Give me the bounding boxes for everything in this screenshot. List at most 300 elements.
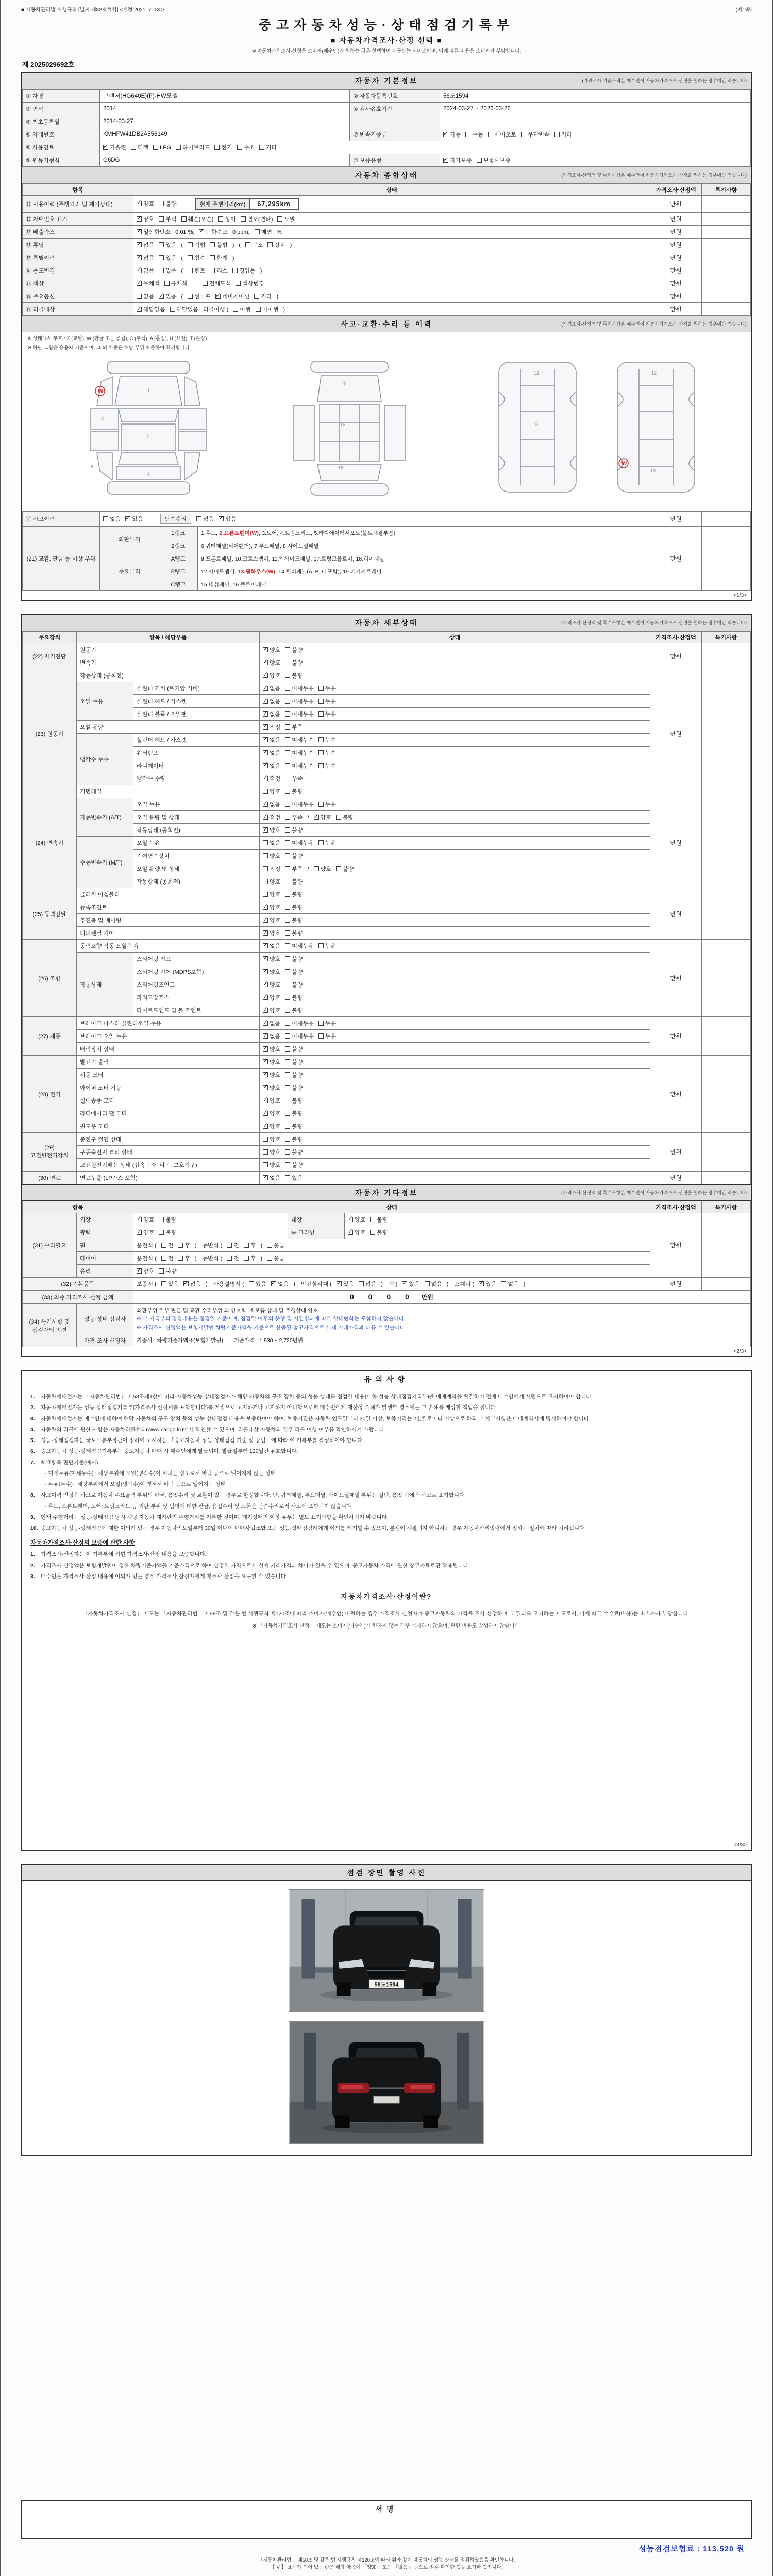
panel-item: 7.루프패널	[254, 543, 280, 549]
checkbox-unchecked-icon	[370, 1230, 375, 1235]
checkbox-unchecked-icon	[285, 1175, 290, 1180]
state-cell	[133, 1239, 650, 1252]
checkbox-option: ✓ 네비게이션	[215, 292, 249, 300]
state-text: ) 안전삼각대 (	[293, 1281, 332, 1287]
notices-title: 유의사항	[364, 1375, 409, 1384]
table-row	[23, 552, 751, 565]
checkbox-unchecked-icon	[336, 815, 341, 820]
checkbox-option: ✓ 있음	[402, 1280, 419, 1288]
checkbox-option: ✓ 양호	[263, 646, 280, 654]
checkbox-unchecked-icon	[181, 216, 187, 222]
checkbox-option: 불량	[285, 1006, 303, 1014]
checkbox-unchecked-icon	[521, 132, 526, 137]
checkbox-unchecked-icon	[159, 201, 164, 206]
checkbox-option: 불량	[285, 1161, 303, 1169]
state-cell	[260, 850, 650, 862]
checkbox-option: 전	[227, 1254, 239, 1262]
item-label: 오일 유량 및 상태	[133, 862, 260, 875]
checkbox-checked-icon	[263, 647, 268, 652]
checkbox-option: 누유	[318, 1019, 336, 1027]
checkbox-option: 누유	[318, 697, 336, 705]
item-label: 기어변속장치	[133, 850, 260, 862]
checkbox-option: 응급	[267, 1241, 284, 1249]
checkbox-unchecked-icon	[267, 1243, 272, 1248]
checkbox-unchecked-icon	[285, 930, 290, 936]
accident-history-table	[22, 511, 751, 591]
checkbox-checked-icon	[263, 1111, 268, 1116]
checkbox-unchecked-icon	[285, 1162, 290, 1167]
state-text: (	[181, 242, 183, 248]
checkbox-unchecked-icon	[285, 1149, 290, 1155]
checkbox-unchecked-icon	[210, 268, 215, 273]
basic-info-note: (가격조사 기준가격은 매수인이 자동차가격조사·산정을 원하는 경우에만 적습니다)	[582, 78, 747, 83]
checkbox-unchecked-icon	[170, 307, 175, 312]
note-cell	[702, 239, 751, 251]
checkbox-checked-icon	[263, 1098, 268, 1103]
checkbox-option: 디젤	[131, 143, 148, 151]
final-price-label: (33) 최종 가격조사·산정 금액	[23, 1291, 133, 1304]
state-cell	[133, 213, 650, 226]
note-cell	[702, 1278, 751, 1291]
subgroup-label: 자동변속기 (A/T)	[77, 798, 133, 837]
note-cell	[702, 669, 751, 798]
odometer-value: 67,295km	[257, 200, 291, 208]
checkbox-option: 미세누유	[285, 697, 314, 705]
subgroup-label: 수동변속기 (M/T)	[77, 837, 133, 888]
panel-item: 14.필러패널(A, B, C 포함)	[278, 568, 340, 575]
note-cell	[702, 264, 751, 277]
rank-group-label: (21) 교환, 판금 등 이상 부위	[23, 527, 100, 591]
checkbox-unchecked-icon	[263, 789, 268, 794]
inspection-photo-front	[289, 1889, 484, 2012]
checkbox-option: 유채색	[164, 279, 188, 287]
notices-body	[22, 1387, 751, 1841]
panel-item: 1.후드	[201, 530, 216, 536]
checkbox-unchecked-icon	[285, 1111, 290, 1116]
checkbox-unchecked-icon	[263, 853, 268, 858]
state-text	[192, 281, 198, 287]
checkbox-option: 누유	[318, 839, 336, 847]
checkbox-option: 부족	[285, 813, 303, 821]
state-cell	[260, 1043, 650, 1056]
group-label: (31) 수리필요	[23, 1213, 77, 1278]
notice-number: 4.	[30, 1426, 35, 1433]
state-cell	[260, 759, 650, 772]
state-text: ) 동반석 (	[194, 1243, 223, 1249]
item-label: 타이로드엔드 및 볼 조인트	[133, 1004, 260, 1017]
checkbox-checked-icon	[348, 1230, 353, 1235]
checkbox-checked-icon	[263, 930, 268, 936]
checkbox-unchecked-icon	[244, 1243, 249, 1248]
notice-text: 자동차매매업자는 「자동차관리법」 제58조제1항에 따라 자동차성능·상태점검자가 해당 자동차의 구조·장치 등의 성능·상태를 점검한 내용(이하 성능·상태점검기록부)을 매매계약을 체결하기 전에 매수인에게 서면으로 고지하여야 합니다.	[41, 1394, 593, 1400]
item-label: 구동축전지 격리 상태	[77, 1146, 260, 1159]
state-text: )	[290, 242, 292, 248]
checkbox-option: 불량	[285, 1071, 303, 1079]
checkbox-checked-icon	[263, 660, 268, 665]
notice-number: 1.	[30, 1551, 35, 1558]
section-box-basic	[21, 72, 752, 601]
column-header: 특기사항	[702, 1201, 751, 1213]
checkbox-checked-icon	[263, 1008, 268, 1013]
notice-number: 1.	[30, 1394, 35, 1400]
item-label: 동력조향 작동 오일 누유	[77, 940, 260, 953]
table-row	[23, 953, 751, 965]
checkbox-checked-icon	[263, 1085, 268, 1090]
item-label: 추진축 및 베어링	[77, 914, 260, 927]
row-label: ⑫ 차대번호 표기	[23, 213, 133, 226]
svg-text:18: 18	[338, 465, 344, 470]
odometer-label: 현재 주행거리(km)	[196, 199, 250, 209]
checkbox-option: 상이	[218, 215, 236, 223]
checkbox-unchecked-icon	[137, 294, 142, 299]
item-label: 스티어링조인트	[133, 978, 260, 991]
checkbox-option: 매연	[255, 228, 272, 236]
notice-text: 가격조사·산정자는 이 기록부에 적힌 가격조사·산정 내용을 보증합니다.	[41, 1551, 207, 1558]
checkbox-checked-icon	[263, 724, 268, 730]
table-row	[23, 1278, 751, 1291]
inspector-role-label: 가격·조사 산정자	[77, 1334, 133, 1347]
checkbox-unchecked-icon	[285, 1008, 290, 1013]
row-label: ⑯ 용도변경	[23, 264, 133, 277]
checkbox-unchecked-icon	[188, 255, 193, 260]
checkbox-option: 불법	[210, 241, 227, 249]
column-header: 가격조사·산정액	[650, 184, 702, 196]
checkbox-checked-icon	[159, 294, 164, 299]
notice-text: 사고이력 인정은 사고로 자동차 주요골격 부위의 판금, 용접수리 및 교환이 있는 경우로 한정합니다. 단, 쿼터패널, 루프패널, 사이드실패널 부위는 절단, 용접 시에만 사고로 표기합니다.	[41, 1492, 466, 1499]
row-label: ⑭ 튜닝	[23, 239, 133, 251]
table-row	[23, 632, 751, 643]
table-row	[23, 1239, 751, 1252]
checkbox-unchecked-icon	[159, 1230, 164, 1235]
state-cell	[133, 1213, 288, 1226]
checkbox-option: ✓ 탄화수소	[199, 228, 228, 236]
notice-text: 가격조사·산정액은 보험개발원이 정한 차량기준가액을 기준가격으로 하여 산정한 가격으로서 실제 거래가격과 차이가 있을 수 있으며, 중고자동차 가격에 관한 참고자료로만 활용됩니다.	[41, 1562, 470, 1569]
state-cell	[260, 1069, 650, 1081]
checkbox-option: ✓ 없음	[263, 1032, 280, 1040]
table-row	[23, 90, 751, 103]
item-label: 라디에이터	[133, 759, 260, 772]
outer-panel-label: 외판부위	[100, 527, 159, 552]
checkbox-checked-icon	[137, 268, 142, 273]
odometer-box	[195, 198, 299, 210]
checkbox-option: 있음	[159, 253, 176, 262]
checkbox-option: 훼손(오손)	[181, 215, 214, 223]
state-cell	[260, 1081, 650, 1094]
checkbox-option: ✓ 없음	[271, 1280, 289, 1288]
panel-item: 3.도어	[262, 530, 277, 536]
checkbox-checked-icon	[263, 943, 268, 948]
checkbox-option: ✓ 가솔린	[103, 143, 126, 151]
table-row	[23, 734, 751, 747]
checkbox-unchecked-icon	[188, 294, 193, 299]
checkbox-unchecked-icon	[285, 969, 290, 974]
state-cell	[260, 940, 650, 953]
vehicle-diagram-area	[22, 351, 751, 511]
checkbox-option: 양호	[263, 787, 280, 795]
state-text: 운전석 (	[137, 1243, 157, 1249]
checkbox-option: 불량	[285, 1109, 303, 1117]
checkbox-option: ✓ 무채색	[137, 279, 160, 287]
state-cell	[260, 1159, 650, 1172]
checkbox-unchecked-icon	[236, 281, 241, 286]
notice-text: 중고자동차 성능·상태점검기록부는 중고자동차 매매 시 매수인에게 발급되며, 발급일부터 120일간 유효합니다.	[41, 1448, 298, 1455]
checkbox-unchecked-icon	[359, 1281, 364, 1286]
checkbox-option: ✓ 없음	[137, 266, 154, 275]
note-cell	[702, 303, 751, 316]
checkbox-checked-icon	[137, 201, 142, 206]
state-cell	[133, 251, 650, 264]
checkbox-unchecked-icon	[285, 1098, 290, 1103]
checkbox-unchecked-icon	[196, 516, 201, 521]
checkbox-checked-icon	[137, 255, 142, 260]
field-label: ⑧ 사용연료	[23, 141, 100, 154]
state-cell	[260, 1017, 650, 1030]
svg-text:15: 15	[533, 422, 539, 427]
field-label: ① 차명	[23, 90, 100, 103]
table-row	[23, 1159, 751, 1172]
item-label: 실린더 헤드 / 가스켓	[133, 695, 260, 708]
checkbox-unchecked-icon	[285, 1021, 290, 1026]
item-label: 발전기 출력	[77, 1056, 260, 1069]
checkbox-unchecked-icon	[285, 686, 290, 691]
checkbox-option: 리스	[210, 266, 227, 275]
state-cell	[260, 682, 650, 695]
notice-text: 체크항목 판단기준(예시)	[41, 1459, 98, 1466]
state-text: (	[181, 268, 183, 274]
table-row	[23, 277, 751, 290]
checkbox-unchecked-icon	[277, 216, 282, 222]
price-cell: 만원	[650, 277, 702, 290]
misc-header	[22, 1184, 751, 1201]
table-row	[23, 1146, 751, 1159]
price-cell: 만원	[650, 251, 702, 264]
notice-number: 3.	[30, 1415, 35, 1422]
state-text: )	[260, 1256, 263, 1262]
checkbox-option: 불량	[159, 1267, 176, 1275]
checkbox-option: 미세누수	[285, 761, 314, 770]
page-top-line	[21, 5, 752, 13]
table-row	[23, 1120, 751, 1133]
checkbox-option: ✓ 양호	[263, 658, 280, 667]
checkbox-option: ✓ 양호	[137, 1267, 154, 1275]
checkbox-option: ✓ 자동	[443, 130, 461, 139]
checkbox-unchecked-icon	[285, 1033, 290, 1039]
checkbox-unchecked-icon	[103, 516, 108, 521]
notice-item	[30, 1447, 743, 1455]
checkbox-option: 수소	[237, 143, 255, 151]
state-text: ) 잭 (	[381, 1281, 398, 1287]
checkbox-checked-icon	[199, 229, 204, 234]
checkbox-option: ✓ 양호	[263, 1058, 280, 1066]
table-row	[23, 1081, 751, 1094]
panel-item: 10.크로스멤버	[234, 555, 269, 562]
table-row	[23, 1252, 751, 1265]
checkbox-option: 있음	[249, 1280, 266, 1288]
state-cell	[260, 991, 650, 1004]
column-header: 항목	[23, 184, 133, 196]
notice-text: 자동차매매업자는 매수인에 대하여 해당 자동차의 구조·장치 등의 성능·상태점검 내용을 보증하여야 하며, 보증기간은 자동차 인도일부터 30일 이상, 보증거리는 2천킬로미터 이상으로 하되 그 세부사항은 매매계약서에 명시하여야 합니다.	[41, 1415, 591, 1422]
misc-note: (가격조사·산정액 및 특기사항은 매수인이 자동차가격조사·산정을 원하는 경우에만 적습니다)	[561, 1190, 747, 1195]
frame-label: 주요골격	[100, 552, 159, 591]
notice-item	[30, 1524, 743, 1532]
inspector-role-label: 성능·상태 점검자	[77, 1304, 133, 1334]
state-cell	[260, 695, 650, 708]
basic-info-header	[22, 73, 751, 89]
checkbox-checked-icon	[263, 995, 268, 1000]
checkbox-unchecked-icon	[318, 699, 324, 704]
page-marker-1: <1/3>	[733, 592, 747, 598]
group-label: (32) 기본품목	[23, 1278, 133, 1291]
checkbox-option: 기타	[259, 143, 277, 151]
checkbox-option: 불량	[285, 916, 303, 924]
table-row	[23, 1030, 751, 1043]
checkbox-unchecked-icon	[285, 892, 290, 897]
checkbox-checked-icon	[183, 1281, 189, 1286]
panel-item: 9.프론트패널	[201, 555, 232, 562]
state-cell	[133, 1252, 650, 1265]
checkbox-unchecked-icon	[318, 1033, 324, 1039]
warranty-item	[30, 1550, 743, 1558]
note-cell	[702, 196, 751, 213]
table-row	[23, 1213, 751, 1226]
checkbox-option: ✓ 없음	[137, 241, 154, 249]
checkbox-option: 누유	[318, 1032, 336, 1040]
table-row	[23, 103, 751, 115]
checkbox-option: 미세누유	[285, 1032, 314, 1040]
price-cell: 만원	[650, 196, 702, 213]
notice-item	[30, 1403, 743, 1412]
price-cell: 만원	[650, 798, 702, 888]
notice-text: 중고자동차 성능·상태점검에 대한 이의가 있는 경우 자동차인도일부터 30일 이내에 매매사업조합 또는 성능·상태점검자에게 이의를 제기할 수 있으며, 분쟁이 해결되지 아니하는 경우 자동차관리법령에서 정하는 절차에 따라 처리됩니다.	[41, 1525, 586, 1532]
field-value: 2024-03-27 ~ 2026-03-26	[440, 103, 751, 115]
detail-state-table	[22, 631, 751, 1184]
checkbox-option: 불량	[285, 993, 303, 1002]
field-value	[100, 141, 751, 154]
checkbox-unchecked-icon	[259, 145, 264, 150]
item-label: 고전원전기배선 상태 (접속단자, 피복, 보호기구)	[77, 1159, 260, 1172]
checkbox-unchecked-icon	[214, 145, 220, 150]
note-cell	[702, 643, 751, 669]
table-row	[23, 251, 751, 264]
item-label: 타이어	[77, 1252, 133, 1265]
checkbox-option: 적정	[263, 865, 280, 873]
checkbox-option: 영업용	[232, 266, 256, 275]
table-row	[23, 226, 751, 239]
svg-text:9: 9	[343, 381, 346, 386]
checkbox-option: 렌트	[188, 266, 205, 275]
state-cell	[260, 1004, 650, 1017]
checkbox-option: 없음	[501, 1280, 518, 1288]
checkbox-unchecked-icon	[159, 268, 164, 273]
state-text: ) 동반석 (	[194, 1256, 223, 1262]
row-label: ⑲ 리콜대상	[23, 303, 133, 316]
item-label: 충전구 절연 상태	[77, 1133, 260, 1146]
state-cell	[260, 798, 650, 811]
state-text: 운전석 (	[137, 1256, 157, 1262]
checkbox-unchecked-icon	[477, 158, 482, 163]
checkbox-unchecked-icon	[318, 840, 324, 845]
note-cell	[702, 277, 751, 290]
checkbox-unchecked-icon	[488, 132, 493, 137]
checkbox-unchecked-icon	[159, 216, 164, 222]
table-row	[23, 264, 751, 277]
checkbox-option: ✓ 없음	[263, 684, 280, 692]
checkbox-unchecked-icon	[285, 879, 290, 884]
state-text: ) 스패너 (	[446, 1281, 475, 1287]
panel-item: 16.플로어패널	[232, 581, 266, 588]
checkbox-unchecked-icon	[285, 660, 290, 665]
checkbox-option: ✓ 없음	[263, 710, 280, 718]
state-cell	[260, 875, 650, 888]
table-row	[23, 798, 751, 811]
checkbox-option: 누유	[318, 942, 336, 950]
item-label: 실린더 블록 / 오일팬	[133, 708, 260, 721]
checkbox-option: ✓ 없음	[183, 1280, 201, 1288]
checkbox-option: 미세누수	[285, 736, 314, 744]
signature-space	[22, 2517, 751, 2538]
state-text: 리콜이행 (	[203, 307, 229, 313]
column-header: 특기사항	[702, 632, 751, 643]
rank-label: 1랭크	[159, 527, 198, 539]
checkbox-option: ✓ 양호	[263, 916, 280, 924]
checkbox-option: 전	[161, 1254, 174, 1262]
checkbox-option: ✓ 일산화탄소	[137, 228, 171, 236]
checkbox-option: 양호	[263, 877, 280, 886]
checkbox-checked-icon	[337, 1281, 342, 1286]
checkbox-unchecked-icon	[263, 840, 268, 845]
checkbox-option: 없음	[359, 1280, 376, 1288]
notice-text: 현재 주행거리는 성능·상태점검 당시 해당 자동차 계기판의 주행거리를 기록한 것이며, 계기상태의 이상 유무는 별도 표기사항을 확인하시기 바랍니다.	[41, 1514, 389, 1520]
field-label: ③ 연식	[23, 103, 100, 115]
group-label: (26) 조향	[23, 940, 77, 1017]
license-plate-text: 56도1594	[374, 1981, 399, 1988]
checkbox-option: 수동	[465, 130, 483, 139]
state-text: %	[276, 229, 282, 235]
checkbox-unchecked-icon	[249, 1281, 254, 1286]
checkbox-option: 미세누유	[285, 839, 314, 847]
checkbox-option: ✓ 양호	[263, 1109, 280, 1117]
checkbox-checked-icon	[215, 294, 221, 299]
notice-number: 3.	[30, 1573, 35, 1580]
checkbox-option: 있음	[159, 266, 176, 275]
rank-label: C랭크	[159, 578, 198, 591]
notice-item	[30, 1415, 743, 1423]
checkbox-option: 불량	[159, 1215, 176, 1224]
footer-line-2: 【 V 】 표시가 되어 있는 란은 해당 항목에 「양호」 또는 「없음」 등으로 점검·확인한 것을 표기한 것입니다.	[270, 2565, 503, 2571]
checkbox-unchecked-icon	[227, 1243, 232, 1248]
accident-note: (가격조사·산정액 및 특기사항은 매수인이 자동차가격조사·산정을 원하는 경우에만 적습니다)	[561, 321, 747, 327]
column-header: 상태	[133, 1201, 650, 1213]
rank-items: 12.사이드멤버, 13.휠하우스(W), 14.필러패널(A, B, C 포함), 19.패키지트레이	[198, 565, 650, 578]
checkbox-unchecked-icon	[210, 242, 215, 247]
checkbox-unchecked-icon	[285, 711, 290, 717]
checkbox-option: 있음	[285, 1174, 303, 1182]
checkbox-unchecked-icon	[318, 686, 324, 691]
checkbox-option: 이행	[233, 305, 250, 313]
notice-number: 9.	[30, 1514, 35, 1520]
note-cell	[702, 1213, 751, 1278]
checkbox-option: ✓ 없음	[263, 736, 280, 744]
table-row	[23, 837, 751, 850]
item-label: 와이퍼 모터 기능	[77, 1081, 260, 1094]
checkbox-unchecked-icon	[188, 268, 193, 273]
svg-text:12: 12	[651, 370, 657, 376]
rank-label: B랭크	[159, 565, 198, 578]
checkbox-unchecked-icon	[178, 1256, 183, 1261]
checkbox-unchecked-icon	[285, 789, 290, 794]
misc-title: 자동차 기타정보	[355, 1189, 418, 1197]
checkbox-unchecked-icon	[161, 1243, 166, 1248]
